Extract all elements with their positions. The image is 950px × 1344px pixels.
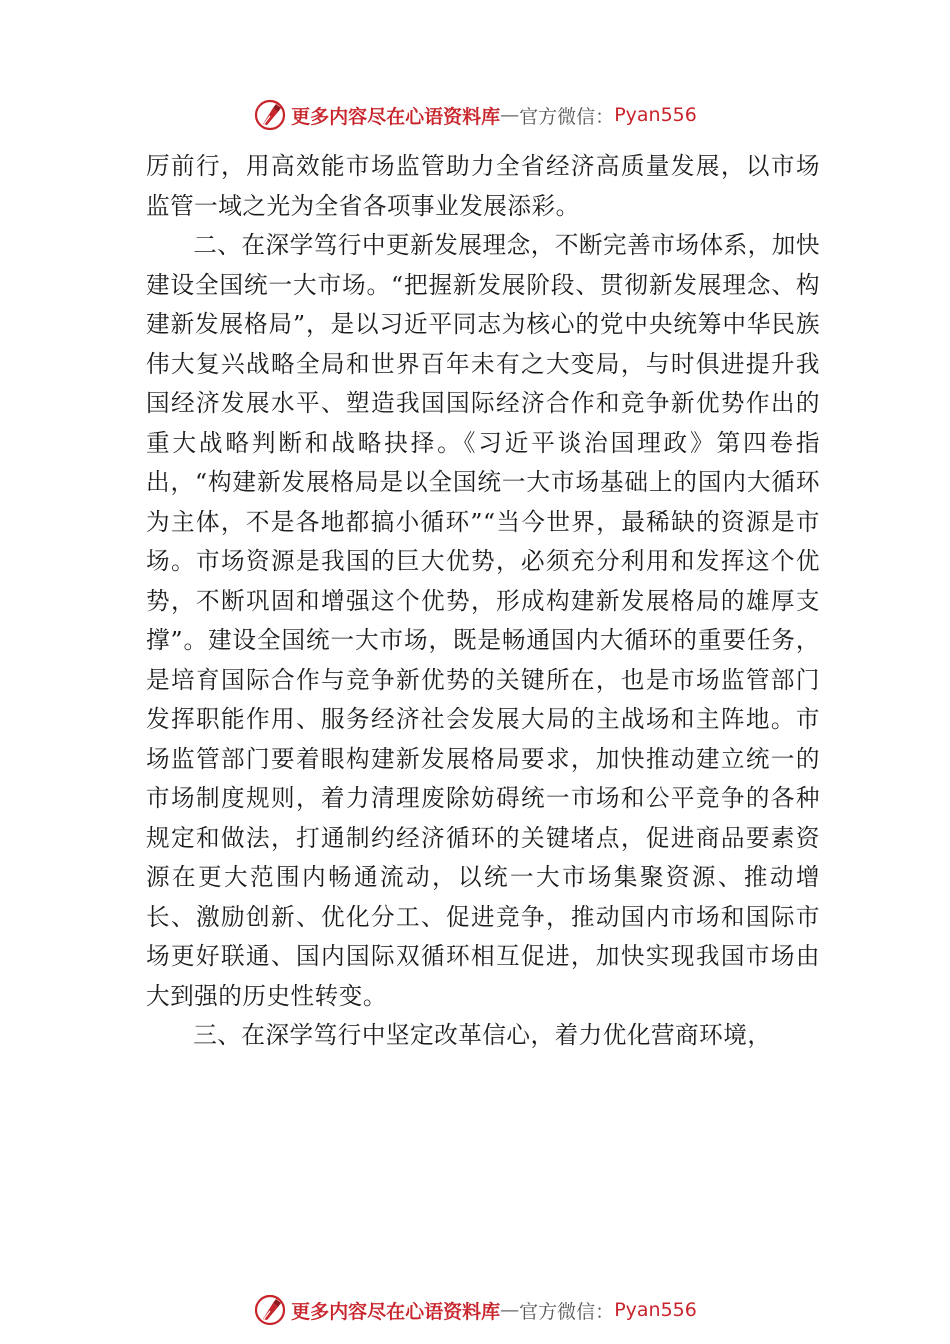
- paragraph-continuation: 厉前行，用高效能市场监管助力全省经济高质量发展，以市场监管一域之光为全省各项事业发展添彩。: [146, 152, 820, 220]
- paragraph-section-two: 二、在深学笃行中更新发展理念，不断完善市场体系，加快建设全国统一大市场。“把握新发展阶段、贯彻新发展理念、构建新发展格局”，是以习近平同志为核心的党中央统筹中华民族伟大复兴战略全局和世界百年未有之大变局，与时俱进提升我国经济发展水平、塑造我国国际经济合作和竞争新优势作出的重大战略判断和战略抉择。《习近平谈治国理政》第四卷指出，“构建新发展格局是以全国统一大市场基础上的国内大循环为主体，不是各地都搞小循环”“当今世界，最稀缺的资源是市场。市场资源是我国的巨大优势，必须充分利用和发挥这个优势，不断巩固和增强这个优势，形成构建新发展格局的雄厚支撑”。建设全国统一大市场，既是畅通国内大循环的重要任务，是培育国际合作与竞争新优势的关键所在，也是市场监管部门发挥职能作用、服务经济社会发展大局的主战场和主阵地。市场监管部门要着眼构建新发展格局要求，加快推动建立统一的市场制度规则，着力清理废除妨碍统一市场和公平竞争的各种规定和做法，打通制约经济循环的关键堵点，促进商品要素资源在更大范围内畅通流动，以统一大市场集聚资源、推动增长、激励创新、优化分工、促进竞争，推动国内市场和国际市场更好联通、国内国际双循环相互促进，加快实现我国市场由大到强的历史性转变。: [146, 231, 820, 1010]
- header-watermark: [0, 95, 950, 135]
- watermark-official-label: 官方微信：: [519, 105, 615, 128]
- footer-watermark: [0, 1290, 950, 1330]
- watermark-wechat-id: Pyan556: [614, 104, 697, 126]
- document-body: [146, 147, 820, 1056]
- watermark-brand: 更多内容尽在心语资料库: [291, 1300, 501, 1323]
- watermark-wechat-id: Pyan556: [614, 1299, 697, 1321]
- watermark-dash: —: [500, 104, 520, 126]
- watermark-brand: 更多内容尽在心语资料库: [291, 105, 501, 128]
- fountain-pen-nib-icon: [253, 1293, 287, 1327]
- paragraph-section-three: 三、在深学笃行中坚定改革信心，着力优化营商环境，: [193, 1021, 772, 1049]
- fountain-pen-nib-icon: [253, 98, 287, 132]
- watermark-official-label: 官方微信：: [519, 1300, 615, 1323]
- watermark-dash: —: [500, 1299, 520, 1321]
